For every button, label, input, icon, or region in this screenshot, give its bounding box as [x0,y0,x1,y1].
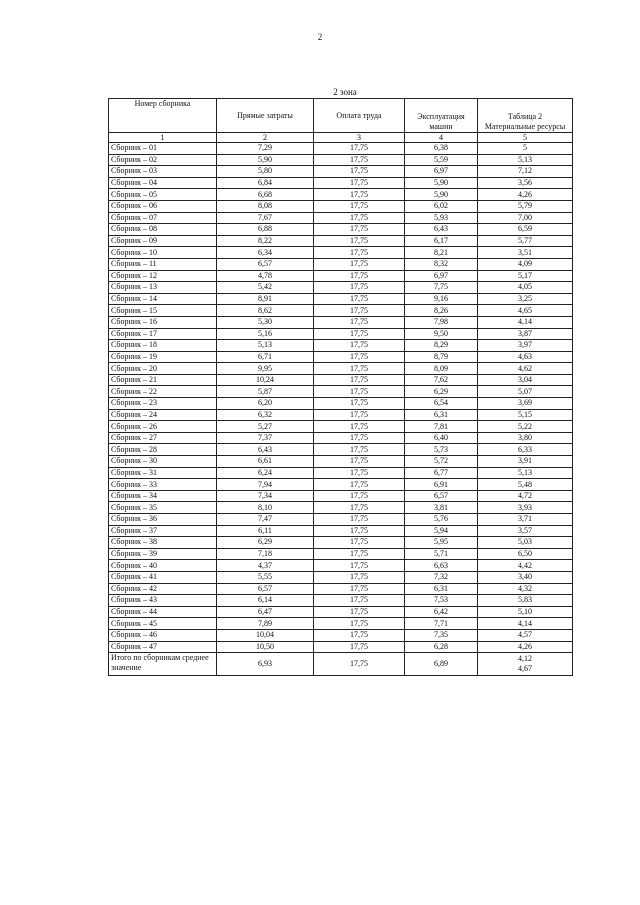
row-value: 17,75 [314,560,405,572]
row-label: Сборник – 39 [109,548,217,560]
row-value: 3,56 [478,177,573,189]
row-value: 6,20 [217,398,314,410]
row-value: 6,02 [405,200,478,212]
row-label: Сборник – 13 [109,282,217,294]
row-value: 17,75 [314,282,405,294]
row-label: Сборник – 03 [109,166,217,178]
row-label: Сборник – 08 [109,224,217,236]
total-row [109,653,573,676]
row-value: 9,50 [405,328,478,340]
row-label: Сборник – 27 [109,432,217,444]
row-value: 7,81 [405,421,478,433]
row-value: 3,91 [478,456,573,468]
row-value: 8,91 [217,293,314,305]
row-label: Сборник – 21 [109,374,217,386]
table-row [109,583,573,595]
row-value: 17,75 [314,571,405,583]
row-value: 17,75 [314,363,405,375]
table-row [109,340,573,352]
row-value: 3,80 [478,432,573,444]
row-value: 5,77 [478,235,573,247]
row-label: Сборник – 38 [109,537,217,549]
row-label: Сборник – 26 [109,421,217,433]
row-value: 4,26 [478,189,573,201]
row-label: Сборник – 33 [109,479,217,491]
row-value: 6,57 [217,583,314,595]
header-cell: Эксплуатация машин [405,99,478,133]
row-value: 3,87 [478,328,573,340]
row-value: 6,38 [405,143,478,155]
page-number: 2 [317,32,323,42]
table-row [109,560,573,572]
row-value: 17,75 [314,583,405,595]
row-label: Сборник – 20 [109,363,217,375]
table-row [109,629,573,641]
row-value: 4,14 [478,618,573,630]
row-label: Сборник – 15 [109,305,217,317]
row-value: 6,97 [405,270,478,282]
row-value: 8,08 [217,200,314,212]
table-row [109,467,573,479]
row-value: 4,14 [478,316,573,328]
row-value: 5,90 [217,154,314,166]
row-value: 17,75 [314,154,405,166]
row-value: 17,75 [314,502,405,514]
row-value: 3,25 [478,293,573,305]
row-value: 6,29 [217,537,314,549]
row-value: 6,61 [217,456,314,468]
row-value: 4,78 [217,270,314,282]
row-value: 5,10 [478,606,573,618]
table-row [109,571,573,583]
row-value: 5,16 [217,328,314,340]
row-label: Сборник – 17 [109,328,217,340]
row-value: 17,75 [314,537,405,549]
row-value: 7,12 [478,166,573,178]
row-value: 17,75 [314,606,405,618]
row-value: 4,09 [478,258,573,270]
table-row [109,282,573,294]
row-value: 17,75 [314,432,405,444]
row-label: Сборник – 24 [109,409,217,421]
row-value: 7,62 [405,374,478,386]
header-cell: Номер сборника [109,99,217,133]
table-row [109,143,573,155]
row-value: 6,47 [217,606,314,618]
row-value: 6,24 [217,467,314,479]
row-value: 8,62 [217,305,314,317]
row-value: 6,17 [405,235,478,247]
row-value: 5,03 [478,537,573,549]
row-value: 7,29 [217,143,314,155]
row-label: Сборник – 42 [109,583,217,595]
header-cell-label: Материальные ресурсы [484,122,566,131]
row-value: 6,33 [478,444,573,456]
data-table [108,98,573,676]
row-label: Сборник – 34 [109,490,217,502]
column-number: 2 [217,133,314,143]
total-value: 17,75 [314,653,405,676]
table-title: Таблица 2 [507,112,543,121]
row-value: 4,26 [478,641,573,653]
table-row [109,235,573,247]
header-cell: Прямые затраты [217,99,314,133]
total-material-value: 4,67 [518,664,532,674]
row-value: 8,79 [405,351,478,363]
row-value: 5,30 [217,316,314,328]
row-value: 6,88 [217,224,314,236]
row-value: 6,68 [217,189,314,201]
row-value: 3,51 [478,247,573,259]
row-label: Сборник – 04 [109,177,217,189]
row-value: 3,40 [478,571,573,583]
row-value: 8,29 [405,340,478,352]
row-value: 4,63 [478,351,573,363]
row-value: 17,75 [314,200,405,212]
row-value: 5,95 [405,537,478,549]
row-label: Сборник – 10 [109,247,217,259]
row-value: 6,11 [217,525,314,537]
column-number-row [109,133,573,143]
header-cell [478,99,573,133]
total-value: 6,93 [217,653,314,676]
row-value: 5,48 [478,479,573,491]
row-value: 6,40 [405,432,478,444]
table-row [109,351,573,363]
row-value: 5,87 [217,386,314,398]
table-row [109,363,573,375]
row-value: 17,75 [314,143,405,155]
table-row [109,374,573,386]
row-value: 7,34 [217,490,314,502]
row-value: 7,53 [405,595,478,607]
table-row [109,432,573,444]
row-value: 7,98 [405,316,478,328]
row-value: 5,07 [478,386,573,398]
row-value: 6,50 [478,548,573,560]
row-value: 5,90 [405,189,478,201]
row-value: 3,81 [405,502,478,514]
row-label: Сборник – 02 [109,154,217,166]
row-value: 5,13 [217,340,314,352]
row-value: 17,75 [314,189,405,201]
row-value: 17,75 [314,293,405,305]
row-value: 8,21 [405,247,478,259]
row-value: 7,71 [405,618,478,630]
row-value: 4,72 [478,490,573,502]
table-row [109,595,573,607]
row-label: Сборник – 22 [109,386,217,398]
row-value: 5,59 [405,154,478,166]
table-row [109,189,573,201]
column-number: 1 [109,133,217,143]
row-value: 4,57 [478,629,573,641]
row-value: 17,75 [314,340,405,352]
table-row [109,224,573,236]
row-label: Сборник – 19 [109,351,217,363]
row-value: 8,26 [405,305,478,317]
row-value: 7,47 [217,514,314,526]
row-value: 5,90 [405,177,478,189]
row-value: 17,75 [314,177,405,189]
row-value: 17,75 [314,386,405,398]
row-label: Сборник – 44 [109,606,217,618]
row-value: 5,42 [217,282,314,294]
row-value: 5 [478,143,573,155]
row-value: 3,93 [478,502,573,514]
table-row [109,548,573,560]
row-value: 3,57 [478,525,573,537]
row-value: 10,50 [217,641,314,653]
row-value: 6,97 [405,166,478,178]
column-number: 3 [314,133,405,143]
table-row [109,502,573,514]
row-label: Сборник – 11 [109,258,217,270]
row-value: 3,97 [478,340,573,352]
row-value: 17,75 [314,548,405,560]
row-value: 5,76 [405,514,478,526]
row-value: 6,14 [217,595,314,607]
row-label: Сборник – 09 [109,235,217,247]
row-value: 5,13 [478,467,573,479]
row-label: Сборник – 23 [109,398,217,410]
row-value: 4,65 [478,305,573,317]
row-value: 6,71 [217,351,314,363]
row-label: Сборник – 06 [109,200,217,212]
row-value: 4,62 [478,363,573,375]
row-value: 17,75 [314,525,405,537]
row-value: 17,75 [314,467,405,479]
table-row [109,386,573,398]
row-label: Сборник – 30 [109,456,217,468]
table-row [109,537,573,549]
row-value: 17,75 [314,316,405,328]
row-value: 5,22 [478,421,573,433]
row-value: 17,75 [314,479,405,491]
row-value: 6,28 [405,641,478,653]
row-value: 7,35 [405,629,478,641]
row-label: Сборник – 16 [109,316,217,328]
row-label: Сборник – 46 [109,629,217,641]
row-label: Сборник – 36 [109,514,217,526]
total-value: 6,89 [405,653,478,676]
row-value: 7,32 [405,571,478,583]
row-value: 7,75 [405,282,478,294]
row-label: Сборник – 41 [109,571,217,583]
row-value: 17,75 [314,212,405,224]
row-value: 6,32 [217,409,314,421]
row-label: Сборник – 14 [109,293,217,305]
table-row [109,456,573,468]
row-value: 6,63 [405,560,478,572]
row-value: 4,42 [478,560,573,572]
table-row [109,212,573,224]
table-row [109,328,573,340]
row-value: 6,43 [405,224,478,236]
table-row [109,525,573,537]
row-value: 6,91 [405,479,478,491]
table-row [109,316,573,328]
row-value: 3,69 [478,398,573,410]
row-value: 8,09 [405,363,478,375]
row-label: Сборник – 28 [109,444,217,456]
row-value: 6,31 [405,409,478,421]
row-value: 6,57 [217,258,314,270]
row-value: 8,32 [405,258,478,270]
row-value: 17,75 [314,305,405,317]
column-number: 4 [405,133,478,143]
row-label: Сборник – 05 [109,189,217,201]
row-value: 6,29 [405,386,478,398]
row-value: 5,94 [405,525,478,537]
row-value: 7,89 [217,618,314,630]
row-label: Сборник – 35 [109,502,217,514]
row-value: 5,83 [478,595,573,607]
table-row [109,618,573,630]
row-value: 17,75 [314,247,405,259]
row-value: 17,75 [314,409,405,421]
row-value: 17,75 [314,351,405,363]
zone-title: 2 зона [333,87,357,97]
row-value: 7,00 [478,212,573,224]
row-value: 17,75 [314,421,405,433]
row-label: Сборник – 40 [109,560,217,572]
row-value: 17,75 [314,514,405,526]
row-label: Сборник – 18 [109,340,217,352]
row-value: 6,59 [478,224,573,236]
row-label: Сборник – 01 [109,143,217,155]
row-value: 7,94 [217,479,314,491]
row-value: 5,72 [405,456,478,468]
row-value: 17,75 [314,328,405,340]
row-value: 4,32 [478,583,573,595]
table-row [109,293,573,305]
row-value: 5,27 [217,421,314,433]
row-value: 5,15 [478,409,573,421]
table-row [109,606,573,618]
table-row [109,258,573,270]
table-row [109,409,573,421]
row-label: Сборник – 43 [109,595,217,607]
table-row [109,398,573,410]
row-value: 17,75 [314,235,405,247]
table-row [109,154,573,166]
row-value: 17,75 [314,490,405,502]
row-value: 8,22 [217,235,314,247]
row-value: 17,75 [314,618,405,630]
table-row [109,166,573,178]
row-value: 6,34 [217,247,314,259]
row-label: Сборник – 07 [109,212,217,224]
total-label: Итого по сборникам среднее значение [109,653,217,676]
table-row [109,270,573,282]
row-value: 10,24 [217,374,314,386]
table-row [109,177,573,189]
row-value: 5,17 [478,270,573,282]
row-label: Сборник – 37 [109,525,217,537]
row-value: 17,75 [314,456,405,468]
row-value: 17,75 [314,224,405,236]
total-value [478,653,573,676]
table-row [109,641,573,653]
row-value: 4,05 [478,282,573,294]
row-value: 7,18 [217,548,314,560]
table-row [109,479,573,491]
row-label: Сборник – 45 [109,618,217,630]
row-value: 5,93 [405,212,478,224]
row-value: 7,37 [217,432,314,444]
extra-material-value: 4,12 [518,654,532,664]
row-value: 17,75 [314,398,405,410]
row-value: 17,75 [314,595,405,607]
row-value: 9,95 [217,363,314,375]
row-value: 17,75 [314,258,405,270]
row-value: 5,13 [478,154,573,166]
row-label: Сборник – 12 [109,270,217,282]
row-value: 6,43 [217,444,314,456]
table-row [109,444,573,456]
table-row [109,247,573,259]
table-row [109,200,573,212]
column-number: 5 [478,133,573,143]
row-value: 17,75 [314,270,405,282]
row-value: 17,75 [314,444,405,456]
row-value: 9,16 [405,293,478,305]
row-value: 6,84 [217,177,314,189]
row-value: 10,04 [217,629,314,641]
row-value: 5,79 [478,200,573,212]
row-value: 17,75 [314,641,405,653]
table-row [109,305,573,317]
row-value: 6,57 [405,490,478,502]
header-cell: Оплата труда [314,99,405,133]
table-row [109,490,573,502]
row-value: 4,37 [217,560,314,572]
row-value: 5,80 [217,166,314,178]
row-label: Сборник – 47 [109,641,217,653]
row-value: 5,73 [405,444,478,456]
row-value: 17,75 [314,166,405,178]
row-value: 8,10 [217,502,314,514]
row-value: 3,04 [478,374,573,386]
header-row [109,99,573,133]
table-row [109,421,573,433]
row-value: 5,71 [405,548,478,560]
row-value: 17,75 [314,629,405,641]
row-value: 6,42 [405,606,478,618]
row-value: 6,54 [405,398,478,410]
row-value: 6,77 [405,467,478,479]
row-value: 6,31 [405,583,478,595]
row-label: Сборник – 31 [109,467,217,479]
row-value: 3,71 [478,514,573,526]
row-value: 7,67 [217,212,314,224]
row-value: 17,75 [314,374,405,386]
table-row [109,514,573,526]
row-value: 5,55 [217,571,314,583]
